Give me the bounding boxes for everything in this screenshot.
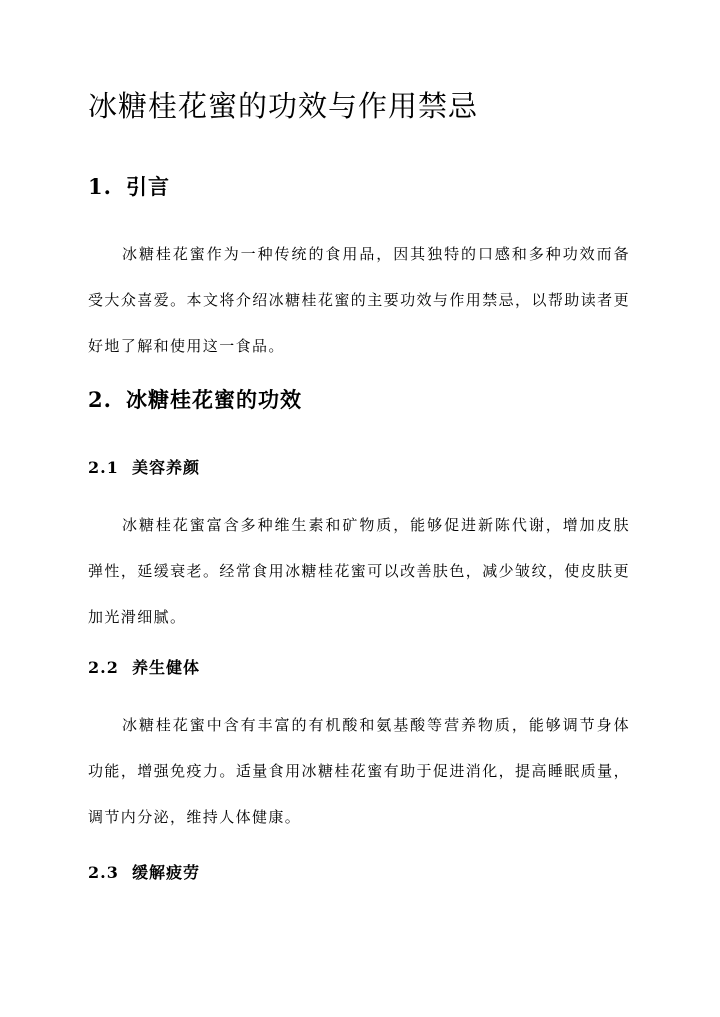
section-title: 冰糖桂花蜜的功效 [126,387,302,412]
subsection-heading-fatigue [88,861,200,885]
subsection-number: 2.3 [88,863,119,882]
introduction-paragraph: 冰糖桂花蜜作为一种传统的食用品，因其独特的口感和多种功效而备受大众喜爱。本文将介绍冰糖桂花蜜的主要功效与作用禁忌，以帮助读者更好地了解和使用这一食品。 [88,245,630,355]
subsection-title: 缓解疲劳 [132,863,201,882]
section-title: 引言 [126,174,170,199]
section-number: 2. [88,387,112,412]
beauty-paragraph: 冰糖桂花蜜富含多种维生素和矿物质，能够促进新陈代谢，增加皮肤弹性，延缓衰老。经常食用冰糖桂花蜜可以改善肤色，减少皱纹，使皮肤更加光滑细腻。 [88,516,630,626]
section-heading-benefits [88,385,302,415]
subsection-title: 养生健体 [132,658,201,677]
health-paragraph: 冰糖桂花蜜中含有丰富的有机酸和氨基酸等营养物质，能够调节身体功能，增强免疫力。适量食用冰糖桂花蜜有助于促进消化，提高睡眠质量，调节内分泌，维持人体健康。 [88,716,630,826]
subsection-heading-health [88,656,200,680]
section-number: 1. [88,174,112,199]
document-title: 冰糖桂花蜜的功效与作用禁忌 [88,89,479,123]
subsection-title: 美容养颜 [132,458,201,477]
subsection-heading-beauty [88,456,200,480]
subsection-number: 2.2 [88,658,119,677]
section-heading-introduction [88,172,170,202]
subsection-number: 2.1 [88,458,119,477]
